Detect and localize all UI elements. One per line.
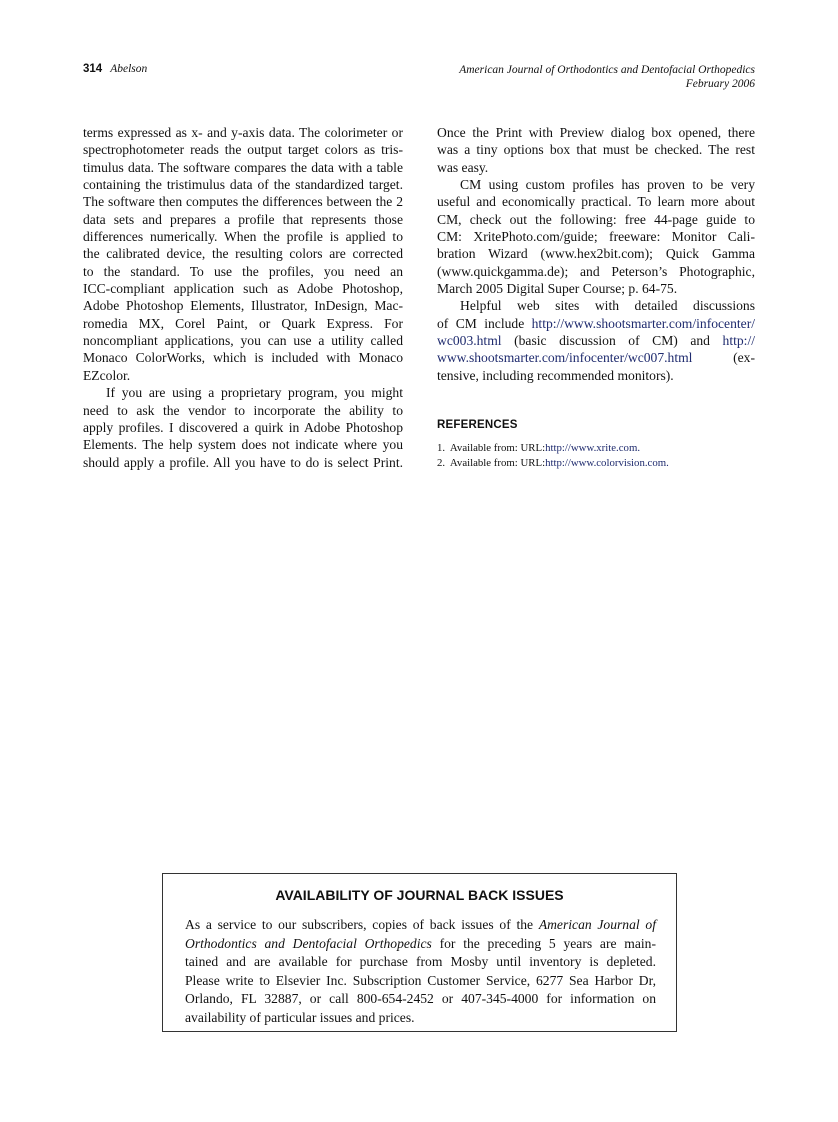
journal-name: Orthodontics and Dentofacial Orthopedics [185, 935, 432, 951]
text-line: differences numerically. When the profile is applied to [83, 229, 403, 245]
reference-link[interactable]: http://www.colorvision.com. [545, 456, 669, 469]
text-line: spectrophotometer reads the output target colors as tris- [83, 142, 403, 158]
text-line: Once the Print with Preview dialog box opened, there [437, 125, 755, 140]
text-line: Helpful web sites with detailed discussions [460, 298, 755, 314]
text-line: CM using custom profiles has proven to be very [460, 177, 755, 193]
page-number: 314 [83, 63, 103, 75]
text-segment: (ex- [692, 350, 755, 366]
back-issues-notice-box [162, 873, 677, 1032]
text-line [185, 935, 656, 954]
text-line [185, 916, 656, 935]
text-line: containing the tristimulus data of the standardized target. [83, 177, 403, 193]
text-line: availability of particular issues and prices. [185, 1009, 415, 1025]
text-line: (www.quickgamma.de); and Peterson’s Photographic, [437, 263, 755, 279]
left-column [83, 124, 403, 471]
text-line: CM, check out the following: free 44-page guide to [437, 211, 755, 227]
text-line: If you are using a proprietary program, you might [106, 385, 403, 401]
text-segment: for the preceding 5 years are main- [431, 935, 656, 951]
text-line: tained and are available for purchase from Mosby until inventory is depleted. [185, 954, 656, 970]
link-shootsmarter-wc007[interactable]: http:// [722, 333, 755, 349]
text-line: was a tiny options box that must be checked. The rest [437, 142, 755, 158]
notice-body [185, 916, 656, 1028]
issue-date: February 2006 [685, 78, 755, 90]
text-line: bration Wizard (www.hex2bit.com); Quick Gamma [437, 246, 755, 262]
notice-title: AVAILABILITY OF JOURNAL BACK ISSUES [275, 887, 564, 903]
text-line: data sets and prepares a profile that represents those [83, 211, 403, 227]
text-line: March 2005 Digital Super Course; p. 64-75. [437, 281, 678, 297]
text-line: romedia MX, Corel Paint, or Quark Express. For [83, 315, 403, 331]
text-line: Please write to Elsevier Inc. Subscription Customer Service, 6277 Sea Harbor Dr, [185, 972, 656, 988]
text-segment: As a service to our subscribers, copies of back issues of the [185, 917, 539, 932]
running-header-left [83, 63, 147, 75]
text-line: Orlando, FL 32887, or call 800-654-2452 or 407-345-4000 for information on [185, 991, 656, 1007]
text-line: to the standard. To use the profiles, you need an [83, 263, 403, 279]
author-name: Abelson [110, 63, 148, 75]
text-line: EZcolor. [83, 367, 131, 383]
running-header-right [459, 63, 755, 91]
text-line [437, 315, 755, 332]
reference-text: Available from: URL: [449, 456, 546, 469]
reference-link[interactable]: http://www.xrite.com. [545, 442, 641, 454]
link-wc003-html[interactable]: wc003.html [437, 333, 502, 349]
reference-number: 2. [437, 456, 446, 469]
text-line [437, 332, 755, 349]
text-line: terms expressed as x- and y-axis data. The colorimeter or [83, 125, 403, 140]
journal-name: American Journal of [538, 917, 656, 932]
text-line: tensive, including recommended monitors). [437, 367, 674, 383]
link-shootsmarter-wc003[interactable]: http://www.shootsmarter.com/infocenter/ [531, 315, 755, 331]
reference-item [437, 441, 669, 456]
reference-text: Available from: URL: [449, 442, 546, 454]
text-line: CM: XritePhoto.com/guide; freeware: Monitor Cali- [437, 229, 755, 245]
text-segment: of CM include [437, 315, 532, 331]
link-wc007-html[interactable]: www.shootsmarter.com/infocenter/wc007.html [437, 350, 693, 366]
right-column [437, 124, 755, 384]
text-line: the calibrated device, the resulting colors are corrected [83, 246, 403, 262]
text-line: Adobe Photoshop Elements, Illustrator, InDesign, Mac- [83, 298, 403, 314]
text-line: ICC-compliant application such as Adobe Photoshop, [83, 281, 403, 297]
journal-title: American Journal of Orthodontics and Dentofacial Orthopedics [459, 64, 755, 76]
text-line: was easy. [437, 159, 489, 175]
text-line: Elements. The help system does not indicate where you [83, 437, 403, 453]
text-line: should apply a profile. All you have to do is select Print. [83, 454, 403, 470]
references-list [437, 441, 669, 470]
text-line: timulus data. The software compares the data with a table [83, 159, 403, 175]
text-line: Monaco ColorWorks, which is included with Monaco [83, 350, 403, 366]
reference-number: 1. [437, 442, 446, 454]
text-segment: (basic discussion of CM) and [501, 333, 723, 349]
text-line: need to ask the vendor to incorporate the ability to [83, 402, 403, 418]
text-line: The software then computes the differences between the 2 [83, 194, 403, 210]
text-line: useful and economically practical. To learn more about [437, 194, 755, 210]
reference-item [437, 456, 669, 471]
references-heading: REFERENCES [437, 419, 518, 431]
text-line: apply profiles. I discovered a quirk in Adobe Photoshop [83, 419, 403, 435]
text-line: noncompliant applications, you can use a utility called [83, 333, 403, 349]
text-line [437, 349, 755, 366]
